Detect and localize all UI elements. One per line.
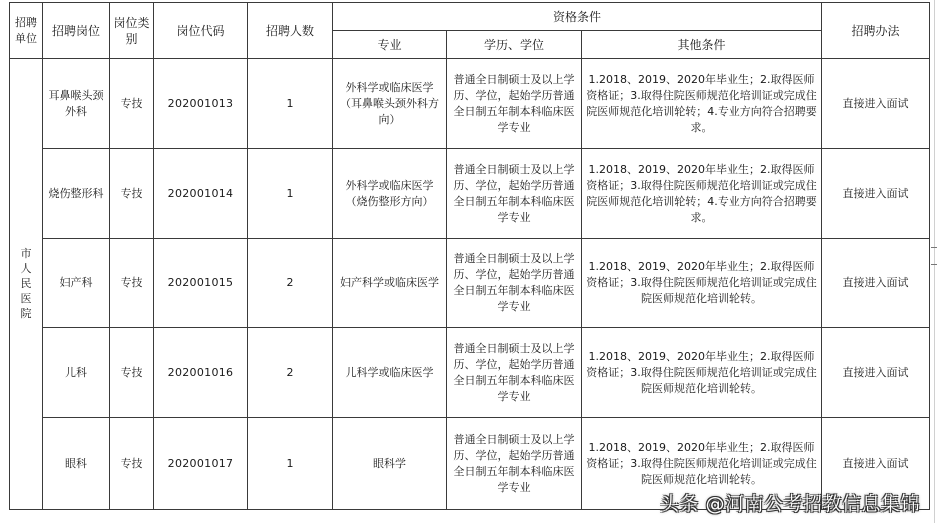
- education-cell: 普通全日制硕士及以上学历、学位，起始学历普通全日制五年制本科临床医学专业: [447, 149, 582, 239]
- count-cell: 1: [248, 59, 333, 149]
- other-conditions-cell: 1.2018、2019、2020年毕业生；2.取得医师资格证；3.取得住院医师规范化培训证或完成住院医师规范化培训轮转。: [582, 418, 822, 510]
- edge-tick-mark: [931, 264, 937, 265]
- education-cell: 普通全日制硕士及以上学历、学位，起始学历普通全日制五年制本科临床医学专业: [447, 239, 582, 328]
- position-cell: 眼科: [43, 418, 110, 510]
- count-cell: 1: [248, 149, 333, 239]
- table-row: [10, 328, 930, 418]
- header-unit: 招聘单位: [10, 3, 43, 59]
- major-cell: 眼科学: [333, 418, 447, 510]
- count-cell: 1: [248, 418, 333, 510]
- position-cell: 妇产科: [43, 239, 110, 328]
- code-cell: 202001014: [154, 149, 248, 239]
- other-conditions-cell: 1.2018、2019、2020年毕业生；2.取得医师资格证；3.取得住院医师规范化培训证或完成住院医师规范化培训轮转；4.专业方向符合招聘要求。: [582, 59, 822, 149]
- table-row: [10, 59, 930, 149]
- position-cell: 耳鼻喉头颈外科: [43, 59, 110, 149]
- header-position: 招聘岗位: [43, 3, 110, 59]
- table-row: [10, 239, 930, 328]
- other-conditions-cell: 1.2018、2019、2020年毕业生；2.取得医师资格证；3.取得住院医师规范化培训证或完成住院医师规范化培训轮转。: [582, 328, 822, 418]
- category-cell: 专技: [110, 59, 154, 149]
- header-method: 招聘办法: [822, 3, 930, 59]
- header-code: 岗位代码: [154, 3, 248, 59]
- position-cell: 烧伤整形科: [43, 149, 110, 239]
- category-cell: 专技: [110, 239, 154, 328]
- method-cell: 直接进入面试: [822, 239, 930, 328]
- code-cell: 202001015: [154, 239, 248, 328]
- header-major: 专业: [333, 31, 447, 59]
- code-cell: 202001016: [154, 328, 248, 418]
- header-count: 招聘人数: [248, 3, 333, 59]
- edge-tick-mark: [931, 247, 937, 248]
- count-cell: 2: [248, 328, 333, 418]
- method-cell: 直接进入面试: [822, 59, 930, 149]
- watermark-text: 头条 @河南公考招教信息集锦: [659, 493, 920, 515]
- header-qualifications: 资格条件: [333, 3, 822, 31]
- category-cell: 专技: [110, 418, 154, 510]
- recruitment-table: [9, 2, 930, 510]
- major-cell: 儿科学或临床医学: [333, 328, 447, 418]
- table-row: [10, 149, 930, 239]
- position-cell: 儿科: [43, 328, 110, 418]
- unit-cell: [10, 59, 43, 510]
- unit-name: 市人民医院: [20, 247, 32, 320]
- category-cell: 专技: [110, 149, 154, 239]
- method-cell: 直接进入面试: [822, 328, 930, 418]
- count-cell: 2: [248, 239, 333, 328]
- major-cell: 外科学或临床医学（耳鼻喉头颈外科方向）: [333, 59, 447, 149]
- code-cell: 202001017: [154, 418, 248, 510]
- education-cell: 普通全日制硕士及以上学历、学位，起始学历普通全日制五年制本科临床医学专业: [447, 418, 582, 510]
- page-edge-divider: [934, 0, 935, 523]
- header-category: 岗位类别: [110, 3, 154, 59]
- method-cell: 直接进入面试: [822, 149, 930, 239]
- other-conditions-cell: 1.2018、2019、2020年毕业生；2.取得医师资格证；3.取得住院医师规范化培训证或完成住院医师规范化培训轮转。: [582, 239, 822, 328]
- header-other: 其他条件: [582, 31, 822, 59]
- other-conditions-cell: 1.2018、2019、2020年毕业生；2.取得医师资格证；3.取得住院医师规范化培训证或完成住院医师规范化培训轮转；4.专业方向符合招聘要求。: [582, 149, 822, 239]
- education-cell: 普通全日制硕士及以上学历、学位，起始学历普通全日制五年制本科临床医学专业: [447, 59, 582, 149]
- category-cell: 专技: [110, 328, 154, 418]
- major-cell: 外科学或临床医学（烧伤整形方向）: [333, 149, 447, 239]
- header-education: 学历、学位: [447, 31, 582, 59]
- code-cell: 202001013: [154, 59, 248, 149]
- education-cell: 普通全日制硕士及以上学历、学位，起始学历普通全日制五年制本科临床医学专业: [447, 328, 582, 418]
- method-cell: 直接进入面试: [822, 418, 930, 510]
- major-cell: 妇产科学或临床医学: [333, 239, 447, 328]
